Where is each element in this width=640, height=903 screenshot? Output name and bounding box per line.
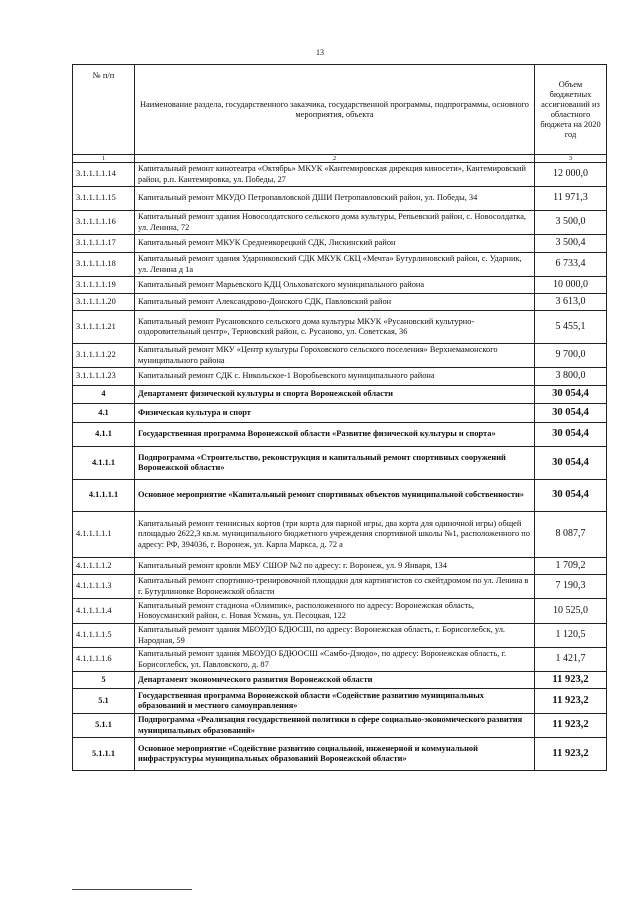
- row-name: Капитальный ремонт здания Новосолдатского сельского дома культуры, Репьевский район, с. Новосолдатка, ул. Ленина, 72: [135, 211, 535, 235]
- row-number: 4.1.1.1.1.4: [73, 599, 135, 624]
- row-amount: 12 000,0: [535, 163, 607, 187]
- row-amount: 3 800,0: [535, 368, 607, 386]
- row-number: 3.1.1.1.1.17: [73, 235, 135, 253]
- row-name: Государственная программа Воронежской области «Развитие физической культуры и спорта»: [135, 423, 535, 447]
- row-name: Физическая культура и спорт: [135, 404, 535, 423]
- row-amount: 1 421,7: [535, 648, 607, 672]
- table-row: [73, 447, 607, 480]
- column-index: 3: [535, 155, 607, 163]
- row-amount: 30 054,4: [535, 404, 607, 423]
- row-amount: 30 054,4: [535, 447, 607, 480]
- row-number: 3.1.1.1.1.19: [73, 277, 135, 294]
- row-number: 3.1.1.1.1.15: [73, 187, 135, 211]
- table-row: [73, 648, 607, 672]
- row-name: Департамент экономического развития Воронежской области: [135, 672, 535, 689]
- row-number: 3.1.1.1.1.21: [73, 311, 135, 344]
- table-header-row: [73, 65, 607, 155]
- row-name: Капитальный ремонт МКУДО Петропавловской ДШИ Петропавловский район, ул. Победы, 34: [135, 187, 535, 211]
- table-row: [73, 714, 607, 738]
- table-row: [73, 672, 607, 689]
- row-name: Капитальный ремонт здания МБОУДО БДЮОСШ «Самбо-Дзюдо», по адресу: Воронежская область, г. Борисоглебск, ул. Павловского, д. 87: [135, 648, 535, 672]
- table-row: [73, 187, 607, 211]
- row-amount: 7 190,3: [535, 575, 607, 599]
- header-amount: Объем бюджетных ассигнований из областного бюджета на 2020 год: [535, 65, 607, 155]
- row-number: 3.1.1.1.1.23: [73, 368, 135, 386]
- table-row: [73, 599, 607, 624]
- row-number: 4.1.1.1.1.1: [73, 512, 135, 558]
- row-number: 4.1: [73, 404, 135, 423]
- table-row: [73, 558, 607, 575]
- row-name: Подпрограмма «Строительство, реконструкция и капитальный ремонт спортивных сооружений Воронежской области»: [135, 447, 535, 480]
- table-row: [73, 386, 607, 404]
- table-row: [73, 311, 607, 344]
- row-number: 3.1.1.1.1.16: [73, 211, 135, 235]
- table-row: [73, 404, 607, 423]
- row-name: Капитальный ремонт кровли МБУ СШОР №2 по адресу: г. Воронеж, ул. 9 Января, 134: [135, 558, 535, 575]
- row-number: 5.1: [73, 689, 135, 714]
- row-amount: 8 087,7: [535, 512, 607, 558]
- table-row: [73, 423, 607, 447]
- budget-table: [72, 64, 607, 771]
- header-name: Наименование раздела, государственного заказчика, государственной программы, подпрограммы, основного мероприятия, объекта: [135, 65, 535, 155]
- row-amount: 30 054,4: [535, 386, 607, 404]
- table-row: [73, 624, 607, 648]
- row-number: 5.1.1.1: [73, 738, 135, 771]
- row-amount: 3 613,0: [535, 294, 607, 311]
- row-amount: 30 054,4: [535, 423, 607, 447]
- row-name: Капитальный ремонт СДК с. Никольское-1 Воробьевского муниципального района: [135, 368, 535, 386]
- table-row: [73, 344, 607, 368]
- table-row: [73, 253, 607, 277]
- row-number: 3.1.1.1.1.22: [73, 344, 135, 368]
- row-name: Капитальный ремонт Марьевского КДЦ Ольховатского муниципального района: [135, 277, 535, 294]
- header-number: № п/п: [73, 65, 135, 155]
- row-name: Капитальный ремонт кинотеатра «Октябрь» МКУК «Кантемировская дирекция киносети», Кантемировский район, р.п. Кантемировка, ул. Победы, 27: [135, 163, 535, 187]
- row-number: 3.1.1.1.1.14: [73, 163, 135, 187]
- column-index: 2: [135, 155, 535, 163]
- row-number: 5: [73, 672, 135, 689]
- row-number: 3.1.1.1.1.18: [73, 253, 135, 277]
- row-name: Основное мероприятие «Содействие развитию социальной, инженерной и коммунальной инфраструктуры муниципальных образований Воронежской области»: [135, 738, 535, 771]
- row-name: Капитальный ремонт МКУ «Центр культуры Гороховского сельского поселения» Верхнемамонского муниципального района: [135, 344, 535, 368]
- row-amount: 1 120,5: [535, 624, 607, 648]
- row-name: Капитальный ремонт стадиона «Олимпик», расположенного по адресу: Воронежская область, Новоусманский район, с. Новая Усмань, ул. Песоцкая, 122: [135, 599, 535, 624]
- row-name: Капитальный ремонт Русановского сельского дома культуры МКУК «Русановский культурно-оздоровительный центр», Терновский район, с. Русаново, ул. Советская, 36: [135, 311, 535, 344]
- row-number: 3.1.1.1.1.20: [73, 294, 135, 311]
- table-row: [73, 235, 607, 253]
- row-name: Капитальный ремонт спортивно-тренировочной площадки для картингистов со скейтдромом по ул. Ленина в г. Бутурлиновке Воронежской области: [135, 575, 535, 599]
- row-name: Капитальный ремонт здания МБОУДО БДЮСШ, по адресу: Воронежская область, г. Борисоглебск, ул. Народная, 59: [135, 624, 535, 648]
- table-row: [73, 294, 607, 311]
- row-number: 4.1.1.1.1.6: [73, 648, 135, 672]
- row-number: 4: [73, 386, 135, 404]
- row-name: Подпрограмма «Реализация государственной политики в сфере социально-экономического развития муниципальных образований»: [135, 714, 535, 738]
- table-row: [73, 277, 607, 294]
- row-amount: 30 054,4: [535, 480, 607, 512]
- row-name: Капитальный ремонт здания Ударниковский СДК МКУК СКЦ «Мечта» Бутурлиновский район, с. Ударник, ул. Ленина д 1а: [135, 253, 535, 277]
- row-number: 4.1.1.1.1.5: [73, 624, 135, 648]
- row-number: 4.1.1.1: [73, 447, 135, 480]
- row-number: 4.1.1.1.1.3: [73, 575, 135, 599]
- row-amount: 9 700,0: [535, 344, 607, 368]
- row-name: Капитальный ремонт теннисных кортов (три корта для парной игры, два корта для одиночной игры) общей площадью 2622,3 кв.м. муниципального бюджетного учреждения спортивной школы №1, расположенного по адресу: РФ, 394036, г. Воронеж, ул. Карла Маркса, д. 72 а: [135, 512, 535, 558]
- table-row: [73, 738, 607, 771]
- row-amount: 1 709,2: [535, 558, 607, 575]
- row-name: Департамент физической культуры и спорта Воронежской области: [135, 386, 535, 404]
- row-number: 4.1.1.1.1: [73, 480, 135, 512]
- row-amount: 5 455,1: [535, 311, 607, 344]
- footer-rule: [72, 889, 192, 890]
- column-index: 1: [73, 155, 135, 163]
- row-number: 5.1.1: [73, 714, 135, 738]
- row-name: Капитальный ремонт Александрово-Донского СДК, Павловский район: [135, 294, 535, 311]
- table-row: [73, 211, 607, 235]
- table-row: [73, 512, 607, 558]
- row-amount: 11 923,2: [535, 738, 607, 771]
- row-amount: 11 971,3: [535, 187, 607, 211]
- row-name: Капитальный ремонт МКУК Среднеикорецкий СДК, Лискинский район: [135, 235, 535, 253]
- row-amount: 11 923,2: [535, 714, 607, 738]
- row-amount: 11 923,2: [535, 672, 607, 689]
- column-index-row: [73, 155, 607, 163]
- row-amount: 10 000,0: [535, 277, 607, 294]
- row-amount: 3 500,4: [535, 235, 607, 253]
- row-number: 4.1.1.1.1.2: [73, 558, 135, 575]
- table-row: [73, 689, 607, 714]
- table-row: [73, 575, 607, 599]
- row-name: Основное мероприятие «Капитальный ремонт спортивных объектов муниципальной собственности»: [135, 480, 535, 512]
- page-number: 13: [316, 48, 324, 57]
- row-amount: 6 733,4: [535, 253, 607, 277]
- row-amount: 10 525,0: [535, 599, 607, 624]
- row-name: Государственная программа Воронежской области «Содействие развитию муниципальных образований и местного самоуправления»: [135, 689, 535, 714]
- table-row: [73, 368, 607, 386]
- row-number: 4.1.1: [73, 423, 135, 447]
- row-amount: 3 500,0: [535, 211, 607, 235]
- table-row: [73, 480, 607, 512]
- row-amount: 11 923,2: [535, 689, 607, 714]
- table-row: [73, 163, 607, 187]
